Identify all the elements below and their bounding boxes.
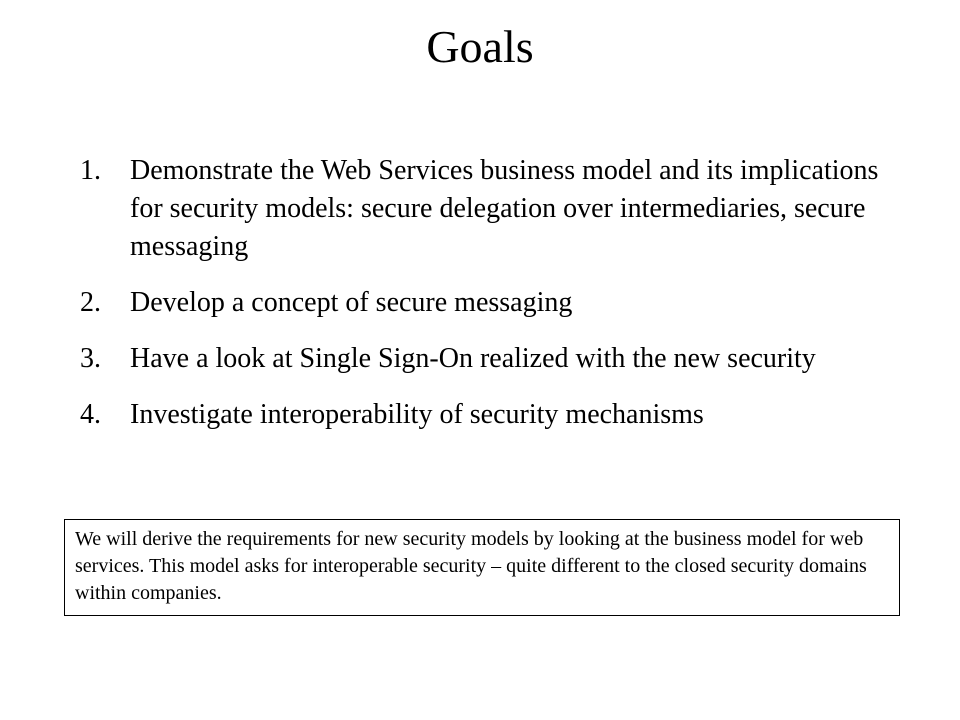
note-box: We will derive the requirements for new security models by looking at the business model for web services. This model asks for interoperable security – quite different to the closed security domains within companies.: [64, 519, 900, 616]
goal-number: 4.: [80, 399, 101, 430]
goal-text: Investigate interoperability of security mechanisms: [130, 399, 704, 430]
goal-item-2: [80, 284, 880, 322]
goal-number: 3.: [80, 343, 101, 374]
goals-list: [80, 152, 880, 452]
goal-number: 2.: [80, 287, 101, 318]
goal-text: Demonstrate the Web Services business model and its implications for security models: secure delegation over intermediaries, secure messaging: [130, 155, 879, 262]
goal-text: Develop a concept of secure messaging: [130, 287, 573, 318]
goal-text: Have a look at Single Sign-On realized with the new security: [130, 343, 816, 374]
goal-number: 1.: [80, 155, 101, 186]
slide-title: Goals: [426, 21, 534, 72]
goal-item-1: [80, 152, 880, 266]
goal-item-4: [80, 396, 880, 434]
goal-item-3: [80, 340, 880, 378]
